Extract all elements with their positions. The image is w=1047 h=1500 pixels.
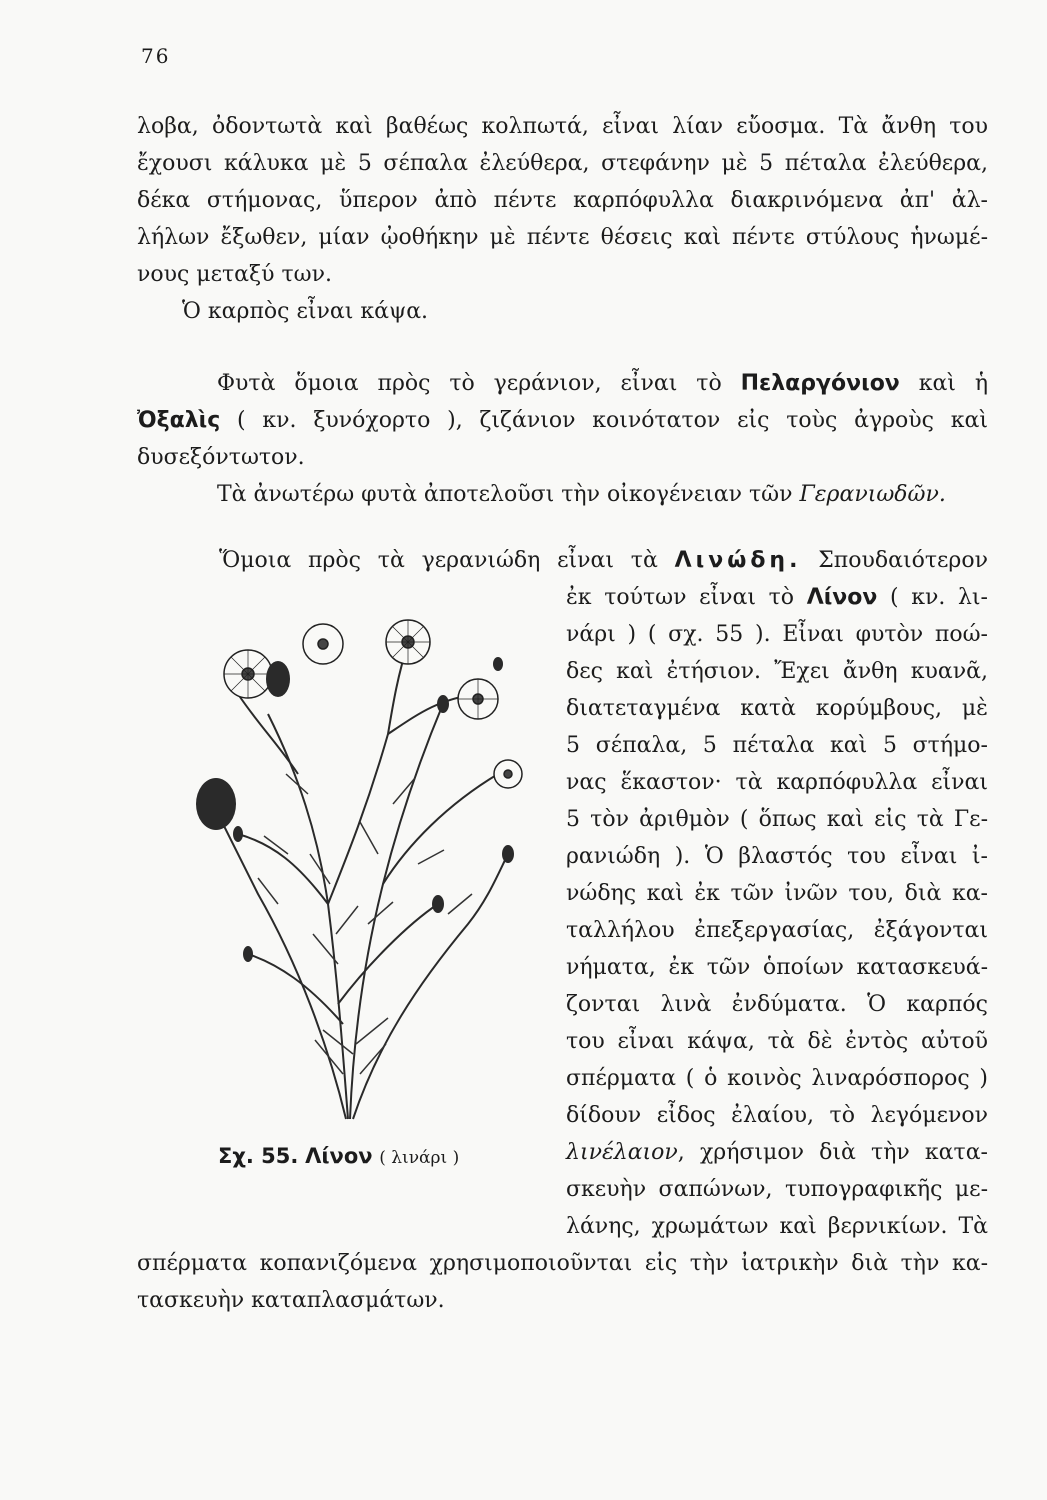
page-number: 76 xyxy=(141,44,171,68)
term-linelaion: λινέλαιον xyxy=(566,1140,678,1165)
caption-common-name: ( λινάρι ) xyxy=(379,1148,460,1168)
text-line: Φυτὰ ὅμοια πρὸς τὸ γεράνιον, εἶναι τὸ Πελαργόνιον καὶ ἡ xyxy=(217,371,988,396)
text-line: νας ἕκαστον· τὰ καρπόφυλλα εἶναι xyxy=(566,770,988,795)
text-line: 5 σέπαλα, 5 πέταλα καὶ 5 στήμο- xyxy=(566,733,988,758)
caption-label: Σχ. 55. xyxy=(218,1144,299,1168)
text-line: λινέλαιον, χρήσιμον διὰ τὴν κατα- xyxy=(566,1140,988,1165)
text-line: λοβα, ὀδοντωτὰ καὶ βαθέως κολπωτά, εἶναι λίαν εὔοσμα. Τὰ ἄνθη του xyxy=(137,114,988,139)
term-oxalis: Ὀξαλὶς xyxy=(137,408,221,433)
text-line: σπέρματα κοπανιζόμενα χρησιμοποιοῦνται εἰς τὴν ἰατρικὴν διὰ τὴν κα- xyxy=(137,1251,988,1276)
term-linon: Λίνον xyxy=(806,585,878,610)
text-line: του εἶναι κάψα, τὰ δὲ ἐντὸς αὐτοῦ xyxy=(566,1029,988,1054)
text-line: νους μεταξύ των. xyxy=(137,262,332,287)
flax-plant-illustration xyxy=(178,604,538,1124)
text-line: λήλων ἔξωθεν, μίαν ᾠοθήκην μὲ πέντε θέσεις καὶ πέντε στύλους ἡνωμέ- xyxy=(137,225,988,250)
text-line: Ὁ καρπὸς εἶναι κάψα. xyxy=(182,299,429,324)
text-line: λάνης, χρωμάτων καὶ βερνικίων. Τὰ xyxy=(566,1214,988,1239)
text-line: δέκα στήμονας, ὕπερον ἀπὸ πέντε καρπόφυλλα διακρινόμενα ἀπ' ἀλ- xyxy=(137,188,988,213)
text-line: 5 τὸν ἀριθμὸν ( ὅπως καὶ εἰς τὰ Γε- xyxy=(566,807,988,832)
text-line: ζονται λινὰ ἐνδύματα. Ὁ καρπός xyxy=(566,992,988,1017)
text-line: δες καὶ ἐτήσιον. Ἔχει ἄνθη κυανᾶ, xyxy=(566,659,988,684)
figure-caption xyxy=(218,1144,459,1168)
text-line: σκευὴν σαπώνων, τυπογραφικῆς με- xyxy=(566,1177,988,1202)
text-line: δίδουν εἶδος ἐλαίου, τὸ λεγόμενον xyxy=(566,1103,988,1128)
text-line: Ὀξαλὶς ( κν. ξυνόχορτο ), ζιζάνιον κοινότατον εἰς τοὺς ἀγροὺς καὶ xyxy=(137,408,988,433)
text-line: τασκευὴν καταπλασμάτων. xyxy=(137,1288,445,1313)
text-line: Ὅμοια πρὸς τὰ γερανιώδη εἶναι τὰ Λινώδη. Σπουδαιότερον xyxy=(219,548,988,573)
term-geraniodon: Γερανιωδῶν. xyxy=(799,482,946,507)
text-line: νήματα, ἐκ τῶν ὁποίων κατασκευά- xyxy=(566,955,988,980)
term-pelargonio: Πελαργόνιον xyxy=(740,371,900,396)
text-line: δυσεξόντωτον. xyxy=(137,445,305,470)
text-line: ἐκ τούτων εἶναι τὸ Λίνον ( κν. λι- xyxy=(566,585,988,610)
text-line: διατεταγμένα κατὰ κορύμβους, μὲ xyxy=(566,696,988,721)
text-line: σπέρματα ( ὁ κοινὸς λιναρόσπορος ) xyxy=(566,1066,988,1091)
text-line: νώδης καὶ ἐκ τῶν ἰνῶν του, διὰ κα- xyxy=(566,881,988,906)
term-linodi: Λινώδη. xyxy=(674,548,802,573)
caption-name: Λίνον xyxy=(305,1144,373,1168)
text-line: νάρι ) ( σχ. 55 ). Εἶναι φυτὸν ποώ- xyxy=(566,622,988,647)
text-line: ἔχουσι κάλυκα μὲ 5 σέπαλα ἐλεύθερα, στεφάνην μὲ 5 πέταλα ἐλεύθερα, xyxy=(137,151,988,176)
text-line: ταλλήλου ἐπεξεργασίας, ἐξάγονται xyxy=(566,918,988,943)
text-line: Τὰ ἀνωτέρω φυτὰ ἀποτελοῦσι τὴν οἰκογένειαν τῶν Γερανιωδῶν. xyxy=(217,482,946,507)
text-line: ρανιώδη ). Ὁ βλαστός του εἶναι ἰ- xyxy=(566,844,988,869)
